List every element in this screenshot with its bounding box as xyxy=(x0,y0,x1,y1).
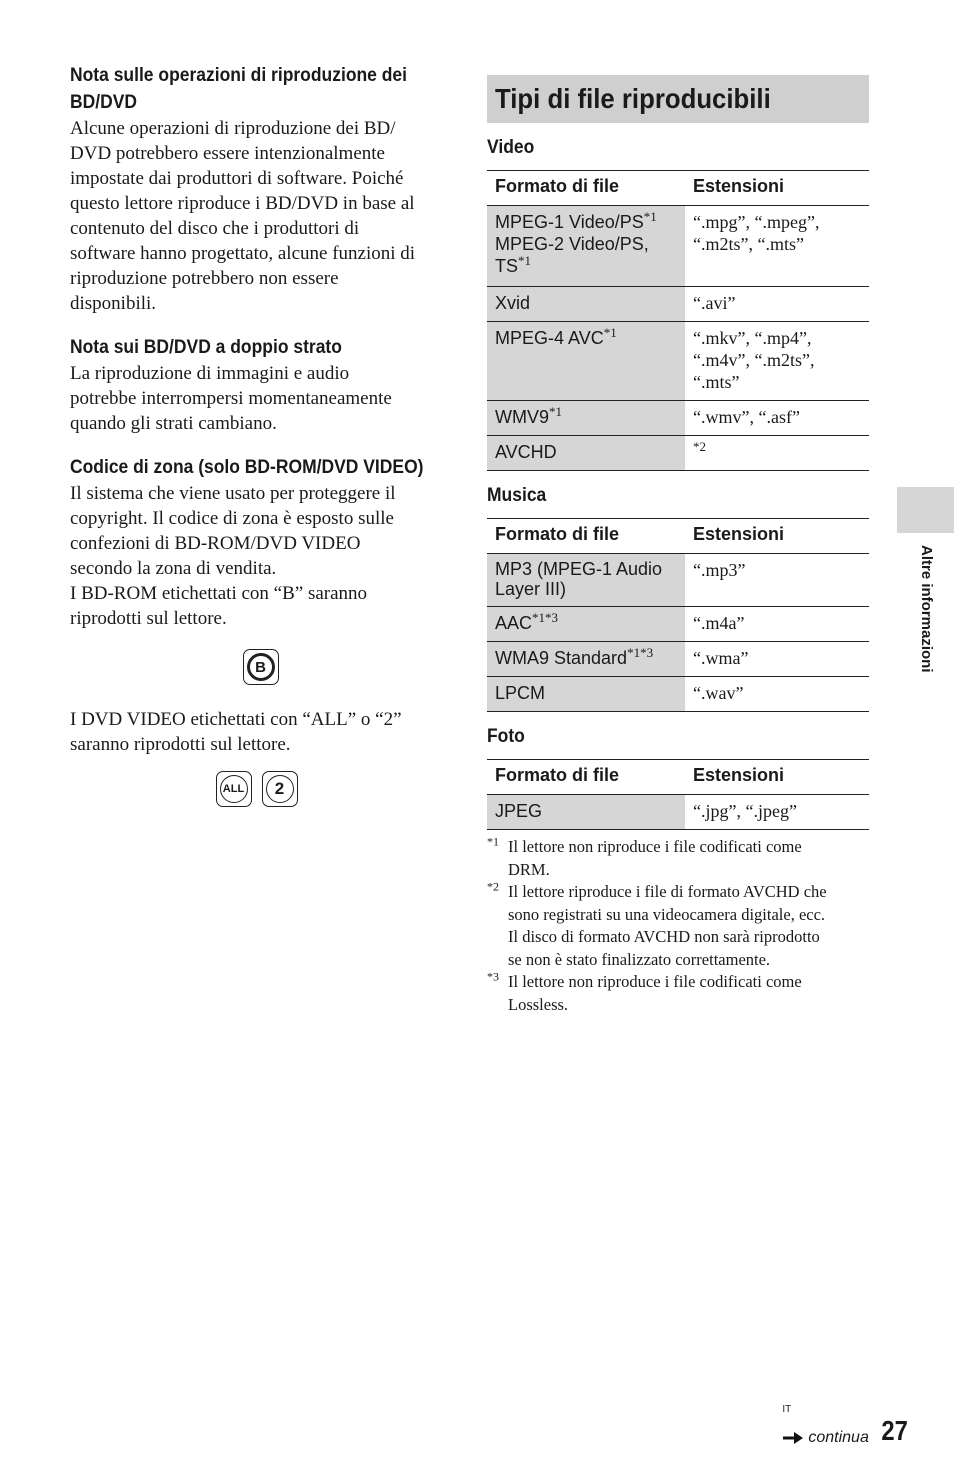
table-header-row: Formato di file Estensioni xyxy=(487,519,869,554)
table-header-row: Formato di file Estensioni xyxy=(487,760,869,795)
right-column xyxy=(487,75,869,1016)
table-row: MP3 (MPEG-1 Audio Layer III) “.mp3” xyxy=(487,554,869,607)
paragraph-region-code: Il sistema che viene usato per proteggere il copyright. Il codice di zona è esposto sulle confezioni di BD-ROM/DVD VIDEO secondo la zona di vendita. I BD-ROM etichettati con “B” saranno riprodotti sul lettore. xyxy=(70,483,396,629)
title-bar xyxy=(487,75,869,123)
table-row: $AAC^{*1*3}$ “.m4a” xyxy=(487,607,869,642)
page-number: 27 xyxy=(881,1415,908,1446)
continue-indicator: continua xyxy=(782,1429,869,1447)
table-row: WMA9 Standard$^{*1*3}$ “.wma” xyxy=(487,642,869,677)
table-row: LPCM “.wav” xyxy=(487,677,869,712)
photo-table xyxy=(487,759,869,830)
footnote: $^{*3}$ Il lettore non riproduce i file codificati come Lossless. xyxy=(487,969,802,1014)
heading-region-code: Codice di zona (solo BD-ROM/DVD VIDEO) xyxy=(70,457,424,478)
table-row: JPEG “.jpg”, “.jpeg” xyxy=(487,795,869,830)
heading-musica: Musica xyxy=(487,485,547,506)
region-dvd-badge-row xyxy=(58,771,455,807)
page-title: Tipi di file riproducibili xyxy=(495,83,771,114)
footnote: $^{*2}$ Il lettore riproduce i file di formato AVCHD che sono registrati su una videocamera digitale, ecc. Il disco di formato AVCHD non sarà riprodotto se non è stato finalizzato correttamente. xyxy=(487,879,827,969)
music-table xyxy=(487,518,869,712)
video-table xyxy=(487,170,869,471)
footnote: $^{*1}$ Il lettore non riproduce i file codificati come DRM. xyxy=(487,834,802,879)
table-row: AVCHD $^{*2}$ xyxy=(487,436,869,471)
table-row: MPEG-1 Video/PS$^{*1}$ MPEG-2 Video/PS, TS$^{*1}$ “.mpg”, “.mpeg”, “.m2ts”, “.mts” xyxy=(487,206,869,287)
region-2-icon: 2 xyxy=(262,771,298,807)
table-row: WMV9$^{*1}$ “.wmv”, “.asf” xyxy=(487,401,869,436)
section-side-label: Altre informazioni xyxy=(918,545,935,673)
heading-dual-layer: Nota sui BD/DVD a doppio strato xyxy=(70,337,342,358)
table-header-row: Formato di file Estensioni xyxy=(487,171,869,206)
left-column xyxy=(70,62,455,807)
paragraph-dvd-region: I DVD VIDEO etichettati con “ALL” o “2” saranno riprodotti sul lettore. xyxy=(70,709,402,755)
language-code: IT xyxy=(782,1404,792,1415)
paragraph-bd-dvd-operations: Alcune operazioni di riproduzione dei BD/ DVD potrebbero essere intenzionalmente impostate dai produttori di software. Poiché questo lettore riproduce i BD/DVD in base al contenuto del disco che i produttori di software hanno progettato, alcune funzioni di riproduzione potrebbero non essere disponibili. xyxy=(70,118,416,314)
region-b-badge-row xyxy=(66,649,455,685)
section-side-tab xyxy=(897,487,954,533)
region-b-icon: B xyxy=(243,649,279,685)
footnotes xyxy=(487,836,869,1016)
paragraph-dual-layer: La riproduzione di immagini e audio potrebbe interrompersi momentaneamente quando gli strati cambiano. xyxy=(70,363,392,434)
arrow-right-icon xyxy=(782,1431,804,1445)
heading-video: Video xyxy=(487,137,535,158)
page-footer xyxy=(782,1404,910,1447)
table-row: Xvid “.avi” xyxy=(487,287,869,322)
region-all-icon: ALL xyxy=(216,771,252,807)
heading-bd-dvd-operations: Nota sulle operazioni di riproduzione dei BD/DVD xyxy=(70,65,408,113)
table-row: MPEG-4 AVC$^{*1}$ “.mkv”, “.mp4”, “.m4v”, “.m2ts”, “.mts” xyxy=(487,322,869,401)
heading-foto: Foto xyxy=(487,726,525,747)
